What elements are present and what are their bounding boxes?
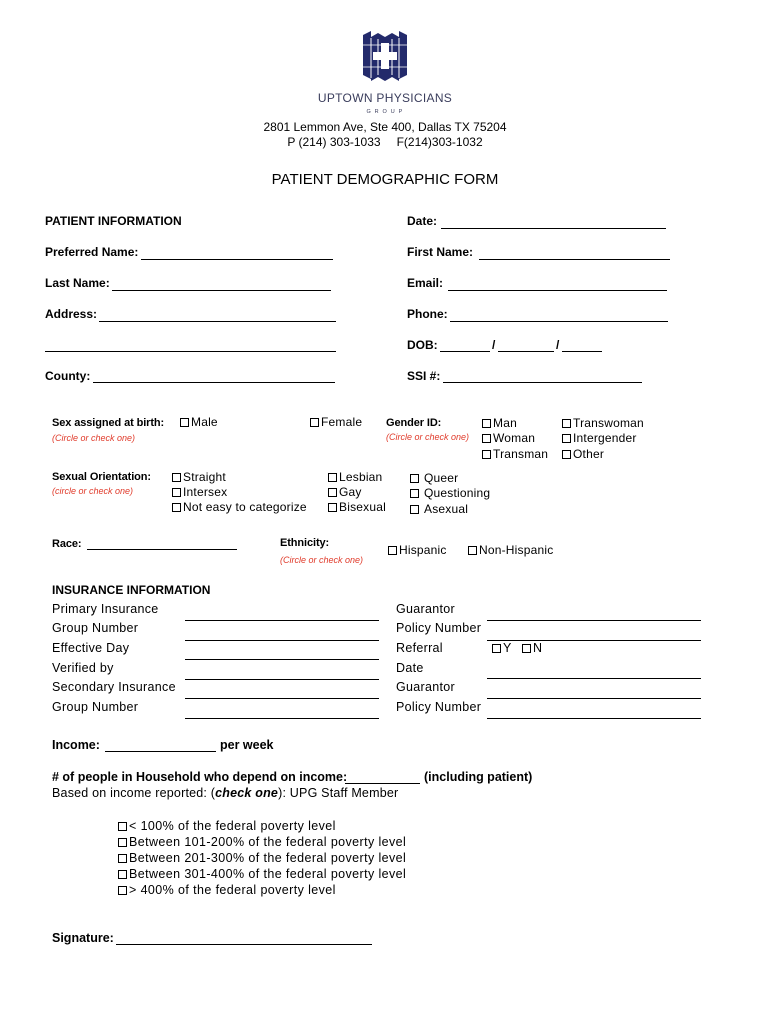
checkbox-referral-no[interactable] <box>522 641 542 655</box>
checkbox-box[interactable] <box>410 474 419 483</box>
option-label: Woman <box>493 431 536 445</box>
checkbox-box[interactable] <box>328 488 337 497</box>
option-label: Between 301-400% of the federal poverty level <box>129 867 407 881</box>
county-field[interactable] <box>93 382 335 383</box>
preferred-name-field[interactable] <box>141 259 333 260</box>
secondary-insurance-label: Secondary Insurance <box>52 680 176 694</box>
option-label: Bisexual <box>339 500 386 514</box>
insurance-heading: INSURANCE INFORMATION <box>52 583 211 597</box>
ethnicity-label: Ethnicity: <box>280 537 330 549</box>
option-label: Intersex <box>183 485 228 499</box>
signature-label: Signature: <box>52 931 114 945</box>
checkbox-box[interactable] <box>522 644 531 653</box>
preferred-name-label: Preferred Name: <box>45 245 139 259</box>
option-label: < 100% of the federal poverty level <box>129 819 336 833</box>
page-title: PATIENT DEMOGRAPHIC FORM <box>271 171 499 188</box>
contact-line <box>0 135 770 149</box>
checkbox-poverty-over-400[interactable] <box>118 883 336 897</box>
checkbox-box[interactable] <box>118 838 127 847</box>
household-count-field[interactable] <box>345 783 420 784</box>
option-label: Between 201-300% of the federal poverty level <box>129 851 407 865</box>
referral-date-label: Date <box>396 661 424 675</box>
date-label: Date: <box>407 214 438 228</box>
last-name-field[interactable] <box>112 290 331 291</box>
checkbox-box[interactable] <box>482 450 491 459</box>
email-field[interactable] <box>448 290 667 291</box>
checkbox-box[interactable] <box>310 418 319 427</box>
checkbox-woman[interactable] <box>482 431 535 445</box>
address-label: Address: <box>45 307 98 321</box>
ethnicity-note: (Circle or check one) <box>280 555 364 565</box>
income-label: Income: <box>52 738 100 752</box>
primary-insurance-label: Primary Insurance <box>52 602 159 616</box>
clinic-address: 2801 Lemmon Ave, Ste 400, Dallas TX 75204 <box>263 120 507 134</box>
checkbox-asexual[interactable] <box>410 502 468 516</box>
phone-field[interactable] <box>450 321 668 322</box>
sexual-orientation-note: (circle or check one) <box>52 486 134 496</box>
option-label: Questioning <box>424 486 491 500</box>
income-basis-line <box>52 786 398 800</box>
option-label: Male <box>191 415 218 429</box>
secondary-policy-number-field[interactable] <box>487 718 701 719</box>
checkbox-queer[interactable] <box>410 471 458 485</box>
phone-number: P (214) 303-1033 <box>287 135 381 149</box>
checkbox-box[interactable] <box>492 644 501 653</box>
referral-label: Referral <box>396 641 443 655</box>
dob-year-field[interactable] <box>562 351 602 352</box>
group-number-label: Group Number <box>52 621 139 635</box>
checkbox-box[interactable] <box>180 418 189 427</box>
checkbox-referral-yes[interactable] <box>492 641 512 655</box>
race-field[interactable] <box>87 549 237 550</box>
sex-at-birth-label: Sex assigned at birth: <box>52 417 165 429</box>
option-label: Asexual <box>424 502 469 516</box>
effective-day-label: Effective Day <box>52 641 130 655</box>
checkbox-straight[interactable] <box>172 470 226 484</box>
guarantor-label: Guarantor <box>396 602 455 616</box>
patient-info-heading: PATIENT INFORMATION <box>45 214 182 228</box>
income-field[interactable] <box>105 751 216 752</box>
address-field[interactable] <box>99 321 336 322</box>
dob-separator: / <box>556 338 560 352</box>
checkbox-intergender[interactable] <box>562 431 637 445</box>
household-label: # of people in Household who depend on income: <box>52 770 348 784</box>
gender-id-note: (Circle or check one) <box>386 432 470 442</box>
option-label: Man <box>493 416 517 430</box>
guarantor-field[interactable] <box>487 620 701 621</box>
checkbox-not-easy-to-categorize[interactable] <box>172 500 307 514</box>
dob-month-field[interactable] <box>440 351 490 352</box>
verified-by-label: Verified by <box>52 661 114 675</box>
dob-separator: / <box>492 338 496 352</box>
option-label: Straight <box>183 470 226 484</box>
dob-label: DOB: <box>407 338 438 352</box>
policy-number-label: Policy Number <box>396 621 482 635</box>
secondary-group-number-label: Group Number <box>52 700 139 714</box>
checkbox-box[interactable] <box>328 473 337 482</box>
income-basis-suffix: ): UPG Staff Member <box>278 786 399 800</box>
sexual-orientation-label: Sexual Orientation: <box>52 471 151 483</box>
fax-number: F(214)303-1032 <box>396 135 483 149</box>
phone-label: Phone: <box>407 307 448 321</box>
checkbox-poverty-under-100[interactable] <box>118 819 336 833</box>
referral-date-field[interactable] <box>487 678 701 679</box>
date-field[interactable] <box>441 228 666 229</box>
policy-number-field[interactable] <box>487 640 701 641</box>
checkbox-box[interactable] <box>468 546 477 555</box>
checkbox-other[interactable] <box>562 447 604 461</box>
signature-field[interactable] <box>116 944 372 945</box>
email-label: Email: <box>407 276 444 290</box>
secondary-guarantor-label: Guarantor <box>396 680 455 694</box>
checkbox-man[interactable] <box>482 416 517 430</box>
verified-by-field[interactable] <box>185 679 379 680</box>
checkbox-lesbian[interactable] <box>328 470 382 484</box>
effective-day-field[interactable] <box>185 659 379 660</box>
checkbox-gay[interactable] <box>328 485 362 499</box>
checkbox-box[interactable] <box>172 488 181 497</box>
secondary-group-number-field[interactable] <box>185 718 379 719</box>
option-label: > 400% of the federal poverty level <box>129 883 336 897</box>
secondary-policy-number-label: Policy Number <box>396 700 482 714</box>
group-number-field[interactable] <box>185 640 379 641</box>
checkbox-hispanic[interactable] <box>388 543 447 557</box>
checkbox-box[interactable] <box>410 489 419 498</box>
option-label: N <box>533 641 543 655</box>
first-name-label: First Name: <box>407 245 474 259</box>
gender-id-label: Gender ID: <box>386 417 442 429</box>
option-label: Lesbian <box>339 470 383 484</box>
checkbox-female[interactable] <box>310 415 362 429</box>
checkbox-box[interactable] <box>562 450 571 459</box>
uptown-building-cross-icon <box>360 30 410 82</box>
checkbox-poverty-101-200[interactable] <box>118 835 406 849</box>
race-label: Race: <box>52 538 82 550</box>
checkbox-transwoman[interactable] <box>562 416 644 430</box>
checkbox-poverty-201-300[interactable] <box>118 851 406 865</box>
checkbox-box[interactable] <box>328 503 337 512</box>
first-name-field[interactable] <box>479 259 670 260</box>
option-label: Y <box>503 641 512 655</box>
checkbox-box[interactable] <box>482 419 491 428</box>
option-label: Transman <box>493 447 549 461</box>
option-label: Not easy to categorize <box>183 500 307 514</box>
checkbox-box[interactable] <box>562 419 571 428</box>
checkbox-male[interactable] <box>180 415 218 429</box>
logo-name: UPTOWN PHYSICIANS <box>317 91 453 105</box>
checkbox-box[interactable] <box>482 434 491 443</box>
option-label: Queer <box>424 471 459 485</box>
option-label: Other <box>573 447 605 461</box>
checkbox-intersex[interactable] <box>172 485 227 499</box>
option-label: Hispanic <box>399 543 447 557</box>
county-label: County: <box>45 369 91 383</box>
option-label: Between 101-200% of the federal poverty level <box>129 835 407 849</box>
option-label: Transwoman <box>573 416 644 430</box>
primary-insurance-field[interactable] <box>185 620 379 621</box>
checkbox-box[interactable] <box>118 854 127 863</box>
option-label: Female <box>321 415 363 429</box>
sex-at-birth-note: (Circle or check one) <box>52 433 136 443</box>
secondary-insurance-field[interactable] <box>185 698 379 699</box>
checkbox-box[interactable] <box>118 886 127 895</box>
checkbox-bisexual[interactable] <box>328 500 386 514</box>
checkbox-poverty-301-400[interactable] <box>118 867 406 881</box>
checkbox-box[interactable] <box>410 505 419 514</box>
checkbox-transman[interactable] <box>482 447 548 461</box>
checkbox-box[interactable] <box>388 546 397 555</box>
income-basis-emphasis: check one <box>215 786 279 800</box>
checkbox-non-hispanic[interactable] <box>468 543 553 557</box>
last-name-label: Last Name: <box>45 276 110 290</box>
checkbox-box[interactable] <box>172 473 181 482</box>
checkbox-questioning[interactable] <box>410 486 490 500</box>
income-suffix: per week <box>220 738 274 752</box>
ssi-field[interactable] <box>443 382 642 383</box>
address-line-2-field[interactable] <box>45 351 336 352</box>
dob-day-field[interactable] <box>498 351 554 352</box>
checkbox-box[interactable] <box>118 870 127 879</box>
income-basis-prefix: Based on income reported: ( <box>52 786 216 800</box>
option-label: Intergender <box>573 431 637 445</box>
option-label: Gay <box>339 485 362 499</box>
checkbox-box[interactable] <box>562 434 571 443</box>
checkbox-box[interactable] <box>172 503 181 512</box>
logo-group: G R O U P <box>366 109 404 115</box>
checkbox-box[interactable] <box>118 822 127 831</box>
ssi-label: SSI #: <box>407 369 441 383</box>
option-label: Non-Hispanic <box>479 543 554 557</box>
household-suffix: (including patient) <box>424 770 533 784</box>
secondary-guarantor-field[interactable] <box>487 698 701 699</box>
